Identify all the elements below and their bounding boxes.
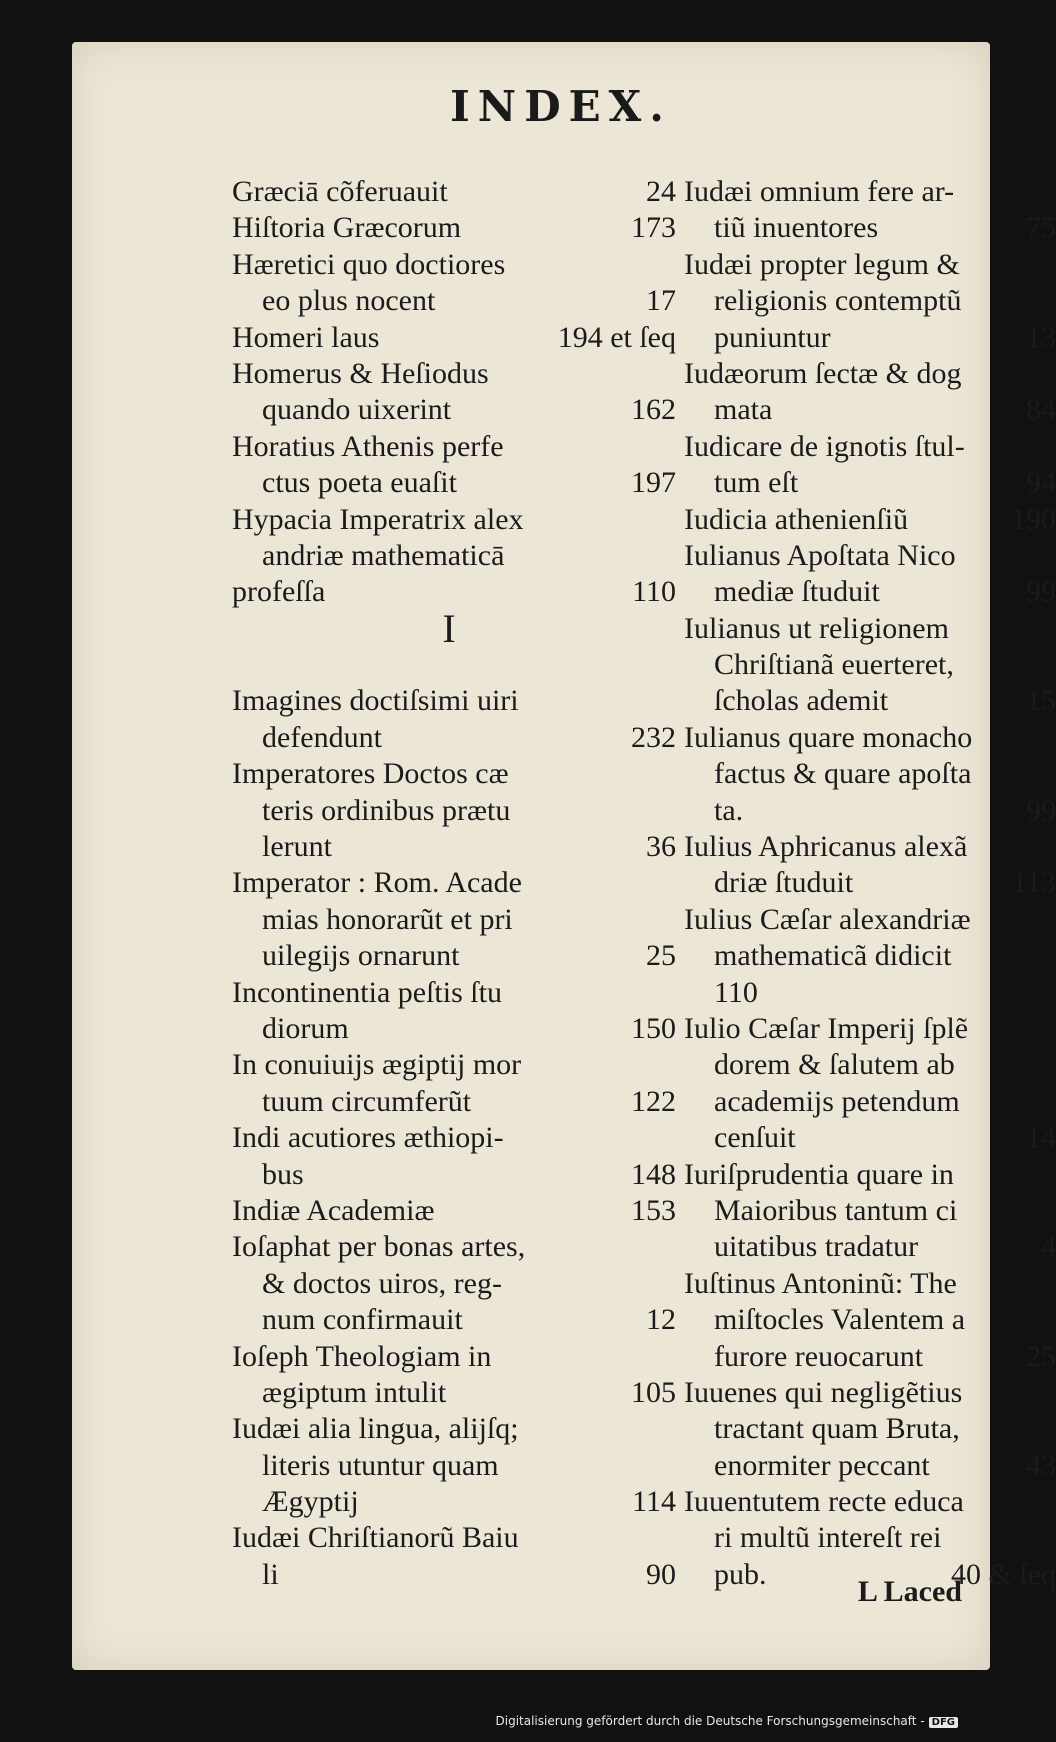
- entry-text: Indi acutiores æthiopi-: [232, 1121, 504, 1155]
- entry-text: lerunt: [262, 830, 332, 864]
- index-entry-line: [684, 1411, 1056, 1447]
- index-entry-line: [684, 683, 1056, 719]
- entry-page-number: [666, 1120, 676, 1156]
- index-entry-line: [684, 1266, 1056, 1302]
- entry-page-number: [666, 1411, 676, 1447]
- entry-page-number: 122: [631, 1084, 676, 1118]
- entry-text: factus & quare apoſta: [714, 757, 972, 791]
- entry-text: enormiter peccant: [714, 1448, 930, 1482]
- entry-text: andriæ mathematicā: [262, 538, 505, 572]
- entry-page-number: 150: [631, 1011, 676, 1045]
- entry-page-number: [1046, 756, 1056, 792]
- entry-text: Iudæi Chriſtianorũ Baiu: [232, 1521, 519, 1555]
- entry-page-number: [1046, 647, 1056, 683]
- entry-page-number: [666, 356, 676, 392]
- index-entry-line: [684, 1084, 1056, 1120]
- entry-text: Iudæi propter legum &: [684, 247, 960, 281]
- entry-page-number: 153: [631, 1193, 676, 1227]
- index-entry-line: [232, 1011, 676, 1047]
- index-entry-line: [684, 538, 1056, 574]
- entry-text: Homeri laus: [232, 320, 380, 354]
- entry-page-number: 113: [1012, 866, 1056, 900]
- entry-text: Homerus & Heſiodus: [232, 356, 489, 390]
- entry-page-number: [1046, 429, 1056, 465]
- index-entry-line: [232, 1084, 676, 1120]
- entry-page-number: 194 et ſeq: [557, 320, 676, 354]
- index-entry-line: [684, 865, 1056, 901]
- entry-page-number: 114: [632, 1485, 676, 1519]
- entry-page-number: [666, 1520, 676, 1556]
- index-entry-line: [684, 975, 1056, 1011]
- entry-text: profeſſa: [232, 575, 326, 609]
- index-entry-line: [232, 247, 676, 283]
- entry-page-number: [666, 1448, 676, 1484]
- entry-text: Iuuenes qui negligẽtius: [684, 1375, 963, 1409]
- index-entry-line: [684, 465, 1056, 501]
- index-entry-line: [232, 756, 676, 792]
- entry-page-number: [1046, 720, 1056, 756]
- entry-text: ægiptum intulit: [262, 1375, 447, 1409]
- entry-text: eo plus nocent: [262, 284, 436, 318]
- index-entry-line: [232, 283, 676, 319]
- entry-page-number: [1046, 902, 1056, 938]
- index-entry-line: [684, 1484, 1056, 1520]
- entry-text: cenſuit: [714, 1121, 796, 1155]
- entry-text: I: [442, 605, 456, 651]
- left-index-column: [232, 174, 676, 1593]
- entry-page-number: [1046, 356, 1056, 392]
- entry-text: Indiæ Academiæ: [232, 1193, 435, 1227]
- entry-page-number: [456, 611, 466, 647]
- index-entry-line: [684, 210, 1056, 246]
- entry-page-number: [666, 1229, 676, 1265]
- entry-text: mathematicã didicit: [714, 939, 952, 973]
- entry-page-number: 190: [1011, 502, 1056, 536]
- entry-text: dorem & ſalutem ab: [714, 1048, 955, 1082]
- index-entry-line: [684, 829, 1056, 865]
- entry-text: mata: [714, 393, 773, 427]
- entry-page-number: [1046, 1302, 1056, 1338]
- entry-page-number: [666, 1266, 676, 1302]
- entry-page-number: 4: [1041, 1230, 1056, 1264]
- entry-text: mediæ ſtuduit: [714, 575, 880, 609]
- entry-page-number: [1046, 829, 1056, 865]
- digitization-footer: [0, 1714, 1000, 1734]
- index-entry-line: [232, 320, 676, 356]
- entry-page-number: 40 & ſeq: [951, 1557, 1056, 1591]
- entry-text: ta.: [714, 793, 744, 827]
- entry-text: Iulio Cæſar Imperij ſplẽ: [684, 1011, 969, 1045]
- entry-page-number: [1046, 1266, 1056, 1302]
- index-entry-line: [232, 1229, 676, 1265]
- index-entry-line: [232, 793, 676, 829]
- index-entry-line: [232, 975, 676, 1011]
- index-entry-line: [232, 1266, 676, 1302]
- entry-page-number: 15: [1026, 684, 1056, 718]
- entry-page-number: 197: [631, 466, 676, 500]
- index-entry-line: [684, 1520, 1056, 1556]
- entry-page-number: 90: [646, 1557, 676, 1591]
- entry-page-number: [666, 1339, 676, 1375]
- entry-text: ri multũ intereſt rei: [714, 1521, 942, 1555]
- entry-text: tiũ inuentores: [714, 211, 879, 245]
- entry-text: bus: [262, 1157, 304, 1191]
- entry-page-number: [1046, 174, 1056, 210]
- index-entry-line: [684, 320, 1056, 356]
- entry-page-number: 75: [1026, 211, 1056, 245]
- entry-text: Iuuentutem recte educa: [684, 1485, 964, 1519]
- index-entry-line: [232, 1375, 676, 1411]
- index-entry-line: [232, 1448, 676, 1484]
- entry-text: Hypacia Imperatrix alex: [232, 502, 524, 536]
- entry-page-number: 17: [646, 284, 676, 318]
- entry-text: In conuiuijs ægiptij mor: [232, 1048, 522, 1082]
- entry-text: li: [262, 1557, 279, 1591]
- entry-text: Iudicare de ignotis ſtul-: [684, 429, 965, 463]
- index-entry-line: [684, 1339, 1056, 1375]
- entry-page-number: 173: [631, 211, 676, 245]
- entry-page-number: [666, 975, 676, 1011]
- entry-text: Iulianus ut religionem: [684, 611, 949, 645]
- entry-text: Iudæorum ſectæ & dog: [684, 356, 962, 390]
- entry-text: Ioſaphat per bonas artes,: [232, 1230, 526, 1264]
- index-entry-line: [684, 429, 1056, 465]
- entry-page-number: [1046, 1157, 1056, 1193]
- index-entry-line: [684, 1229, 1056, 1265]
- entry-text: uitatibus tradatur: [714, 1230, 919, 1264]
- index-entry-line: [232, 210, 676, 246]
- page-header: INDEX.: [450, 82, 672, 131]
- entry-text: teris ordinibus prætu: [262, 793, 511, 827]
- index-entry-line: [684, 793, 1056, 829]
- index-entry-line: [232, 683, 676, 719]
- index-entry-line: [684, 1047, 1056, 1083]
- entry-page-number: [666, 538, 676, 574]
- index-entry-line: [684, 1375, 1056, 1411]
- index-entry-line: [232, 605, 676, 651]
- entry-page-number: [666, 865, 676, 901]
- entry-text: Iulius Cæſar alexandriæ: [684, 902, 971, 936]
- entry-text: Imperatores Doctos cæ: [232, 757, 509, 791]
- index-entry-line: [684, 938, 1056, 974]
- index-entry-line: [232, 1193, 676, 1229]
- entry-page-number: [666, 429, 676, 465]
- entry-text: Maioribus tantum ci: [714, 1193, 958, 1227]
- catchword: L Laced: [857, 1575, 962, 1608]
- index-entry-line: [232, 356, 676, 392]
- index-entry-line: [684, 611, 1056, 647]
- entry-page-number: [1046, 1047, 1056, 1083]
- entry-text: tum eſt: [714, 466, 799, 500]
- entry-text: tractant quam Bruta,: [714, 1412, 960, 1446]
- entry-text: furore reuocarunt: [714, 1339, 924, 1373]
- entry-page-number: [666, 683, 676, 719]
- entry-page-number: [1046, 1520, 1056, 1556]
- entry-text: uilegijs ornarunt: [262, 939, 460, 973]
- entry-text: driæ ſtuduit: [714, 866, 854, 900]
- right-index-column: [684, 174, 1056, 1593]
- entry-text: Iulianus Apoſtata Nico: [684, 538, 956, 572]
- entry-text: Iuriſprudentia quare in: [684, 1157, 954, 1191]
- entry-page-number: [1046, 538, 1056, 574]
- entry-page-number: [1046, 283, 1056, 319]
- index-entry-line: [232, 392, 676, 428]
- entry-page-number: 94: [1026, 466, 1056, 500]
- entry-text: miſtocles Valentem a: [714, 1303, 966, 1337]
- entry-text: ſcholas ademit: [714, 684, 889, 718]
- index-entry-line: [684, 1302, 1056, 1338]
- index-entry-line: [232, 865, 676, 901]
- entry-page-number: [1046, 1484, 1056, 1520]
- entry-text: puniuntur: [714, 320, 831, 354]
- footer-text: Digitalisierung gefördert durch die Deutsche Forschungsgemeinschaft -: [495, 1714, 925, 1728]
- entry-page-number: 232: [631, 720, 676, 754]
- index-entry-line: [684, 720, 1056, 756]
- entry-page-number: [666, 902, 676, 938]
- entry-page-number: 25: [1026, 1339, 1056, 1373]
- index-entry-line: [684, 174, 1056, 210]
- entry-text: Incontinentia peſtis ſtu: [232, 975, 502, 1009]
- entry-text: Horatius Athenis perfe: [232, 429, 504, 463]
- index-entry-line: [232, 720, 676, 756]
- entry-text: Ioſeph Theologiam in: [232, 1339, 492, 1373]
- entry-page-number: 13: [1026, 320, 1056, 354]
- index-entry-line: [232, 538, 676, 574]
- index-entry-line: [684, 392, 1056, 428]
- entry-page-number: 99: [1026, 575, 1056, 609]
- entry-text: Hæretici quo doctiores: [232, 247, 506, 281]
- entry-text: & doctos uiros, reg-: [262, 1266, 502, 1300]
- index-entry-line: [684, 247, 1056, 283]
- entry-page-number: [1046, 975, 1056, 1011]
- index-entry-line: [684, 574, 1056, 610]
- index-entry-line: [684, 1448, 1056, 1484]
- entry-text: academijs petendum: [714, 1084, 960, 1118]
- entry-page-number: [666, 756, 676, 792]
- index-entry-line: [232, 1120, 676, 1156]
- entry-page-number: [1046, 611, 1056, 647]
- index-entry-line: [684, 1157, 1056, 1193]
- index-entry-line: [232, 647, 676, 683]
- entry-page-number: 36: [646, 830, 676, 864]
- entry-page-number: [1046, 1084, 1056, 1120]
- index-entry-line: [232, 429, 676, 465]
- entry-page-number: 105: [631, 1375, 676, 1409]
- entry-text: 110: [714, 975, 758, 1009]
- index-entry-line: [684, 502, 1056, 538]
- index-entry-line: [232, 938, 676, 974]
- entry-text: Iudæi alia lingua, alijſq;: [232, 1412, 519, 1446]
- entry-text: quando uixerint: [262, 393, 452, 427]
- entry-page-number: [1046, 1411, 1056, 1447]
- index-entry-line: [232, 465, 676, 501]
- index-entry-line: [684, 902, 1056, 938]
- entry-page-number: 162: [631, 393, 676, 427]
- entry-page-number: [1046, 1193, 1056, 1229]
- entry-text: tuum circumferũt: [262, 1084, 472, 1118]
- entry-text: Imperator : Rom. Acade: [232, 866, 522, 900]
- entry-page-number: [666, 1047, 676, 1083]
- entry-page-number: [1046, 938, 1056, 974]
- entry-page-number: 99: [1026, 793, 1056, 827]
- entry-text: num confirmauit: [262, 1303, 463, 1337]
- index-entry-line: [232, 902, 676, 938]
- entry-page-number: 14: [1026, 1121, 1056, 1155]
- index-entry-line: [232, 502, 676, 538]
- index-entry-line: [232, 1411, 676, 1447]
- index-entry-line: [232, 1157, 676, 1193]
- index-entry-line: [232, 1339, 676, 1375]
- entry-page-number: 84: [1026, 393, 1056, 427]
- entry-page-number: 43: [1026, 1448, 1056, 1482]
- entry-text: Iulianus quare monacho: [684, 720, 973, 754]
- book-page: [72, 42, 1056, 1670]
- entry-text: religionis contemptũ: [714, 284, 962, 318]
- entry-text: Iudicia athenienſiũ: [684, 502, 909, 536]
- entry-text: diorum: [262, 1011, 349, 1045]
- index-entry-line: [232, 1520, 676, 1556]
- entry-text: defendunt: [262, 720, 382, 754]
- entry-page-number: [666, 793, 676, 829]
- index-entry-line: [684, 1011, 1056, 1047]
- entry-text: Ægyptij: [262, 1485, 359, 1519]
- index-entry-line: [684, 1193, 1056, 1229]
- index-entry-line: [684, 1120, 1056, 1156]
- entry-page-number: [1046, 247, 1056, 283]
- index-entry-line: [684, 647, 1056, 683]
- entry-page-number: [666, 247, 676, 283]
- entry-page-number: 25: [646, 939, 676, 973]
- entry-text: Hiſtoria Græcorum: [232, 211, 462, 245]
- entry-text: Chriſtianã euerteret,: [714, 648, 954, 682]
- dfg-logo: DFG: [929, 1717, 958, 1728]
- entry-page-number: [1046, 1011, 1056, 1047]
- entry-text: mias honorarũt et pri: [262, 902, 513, 936]
- entry-text: Græciā cõferuauit: [232, 175, 448, 208]
- entry-text: Imagines doctiſsimi uiri: [232, 684, 519, 718]
- entry-page-number: 148: [631, 1157, 676, 1191]
- index-entry-line: [232, 1302, 676, 1338]
- entry-page-number: 110: [632, 575, 676, 609]
- entry-text: ctus poeta euaſit: [262, 466, 457, 500]
- entry-text: pub.: [714, 1557, 767, 1591]
- entry-text: literis utuntur quam: [262, 1448, 499, 1482]
- entry-page-number: [1046, 1375, 1056, 1411]
- entry-page-number: [666, 502, 676, 538]
- entry-page-number: 12: [646, 1303, 676, 1337]
- index-entry-line: [684, 283, 1056, 319]
- index-entry-line: [684, 356, 1056, 392]
- entry-text: Iulius Aphricanus alexã: [684, 830, 968, 864]
- entry-text: Iudæi omnium fere ar-: [684, 175, 955, 208]
- index-entry-line: [232, 174, 676, 210]
- index-entry-line: [232, 1047, 676, 1083]
- index-entry-line: [232, 829, 676, 865]
- index-entry-line: [232, 1484, 676, 1520]
- entry-text: Iuſtinus Antoninũ: The: [684, 1266, 957, 1300]
- index-entry-line: [232, 1557, 676, 1593]
- entry-page-number: 24: [646, 175, 676, 208]
- index-entry-line: [684, 756, 1056, 792]
- entry-page-number: [666, 647, 676, 683]
